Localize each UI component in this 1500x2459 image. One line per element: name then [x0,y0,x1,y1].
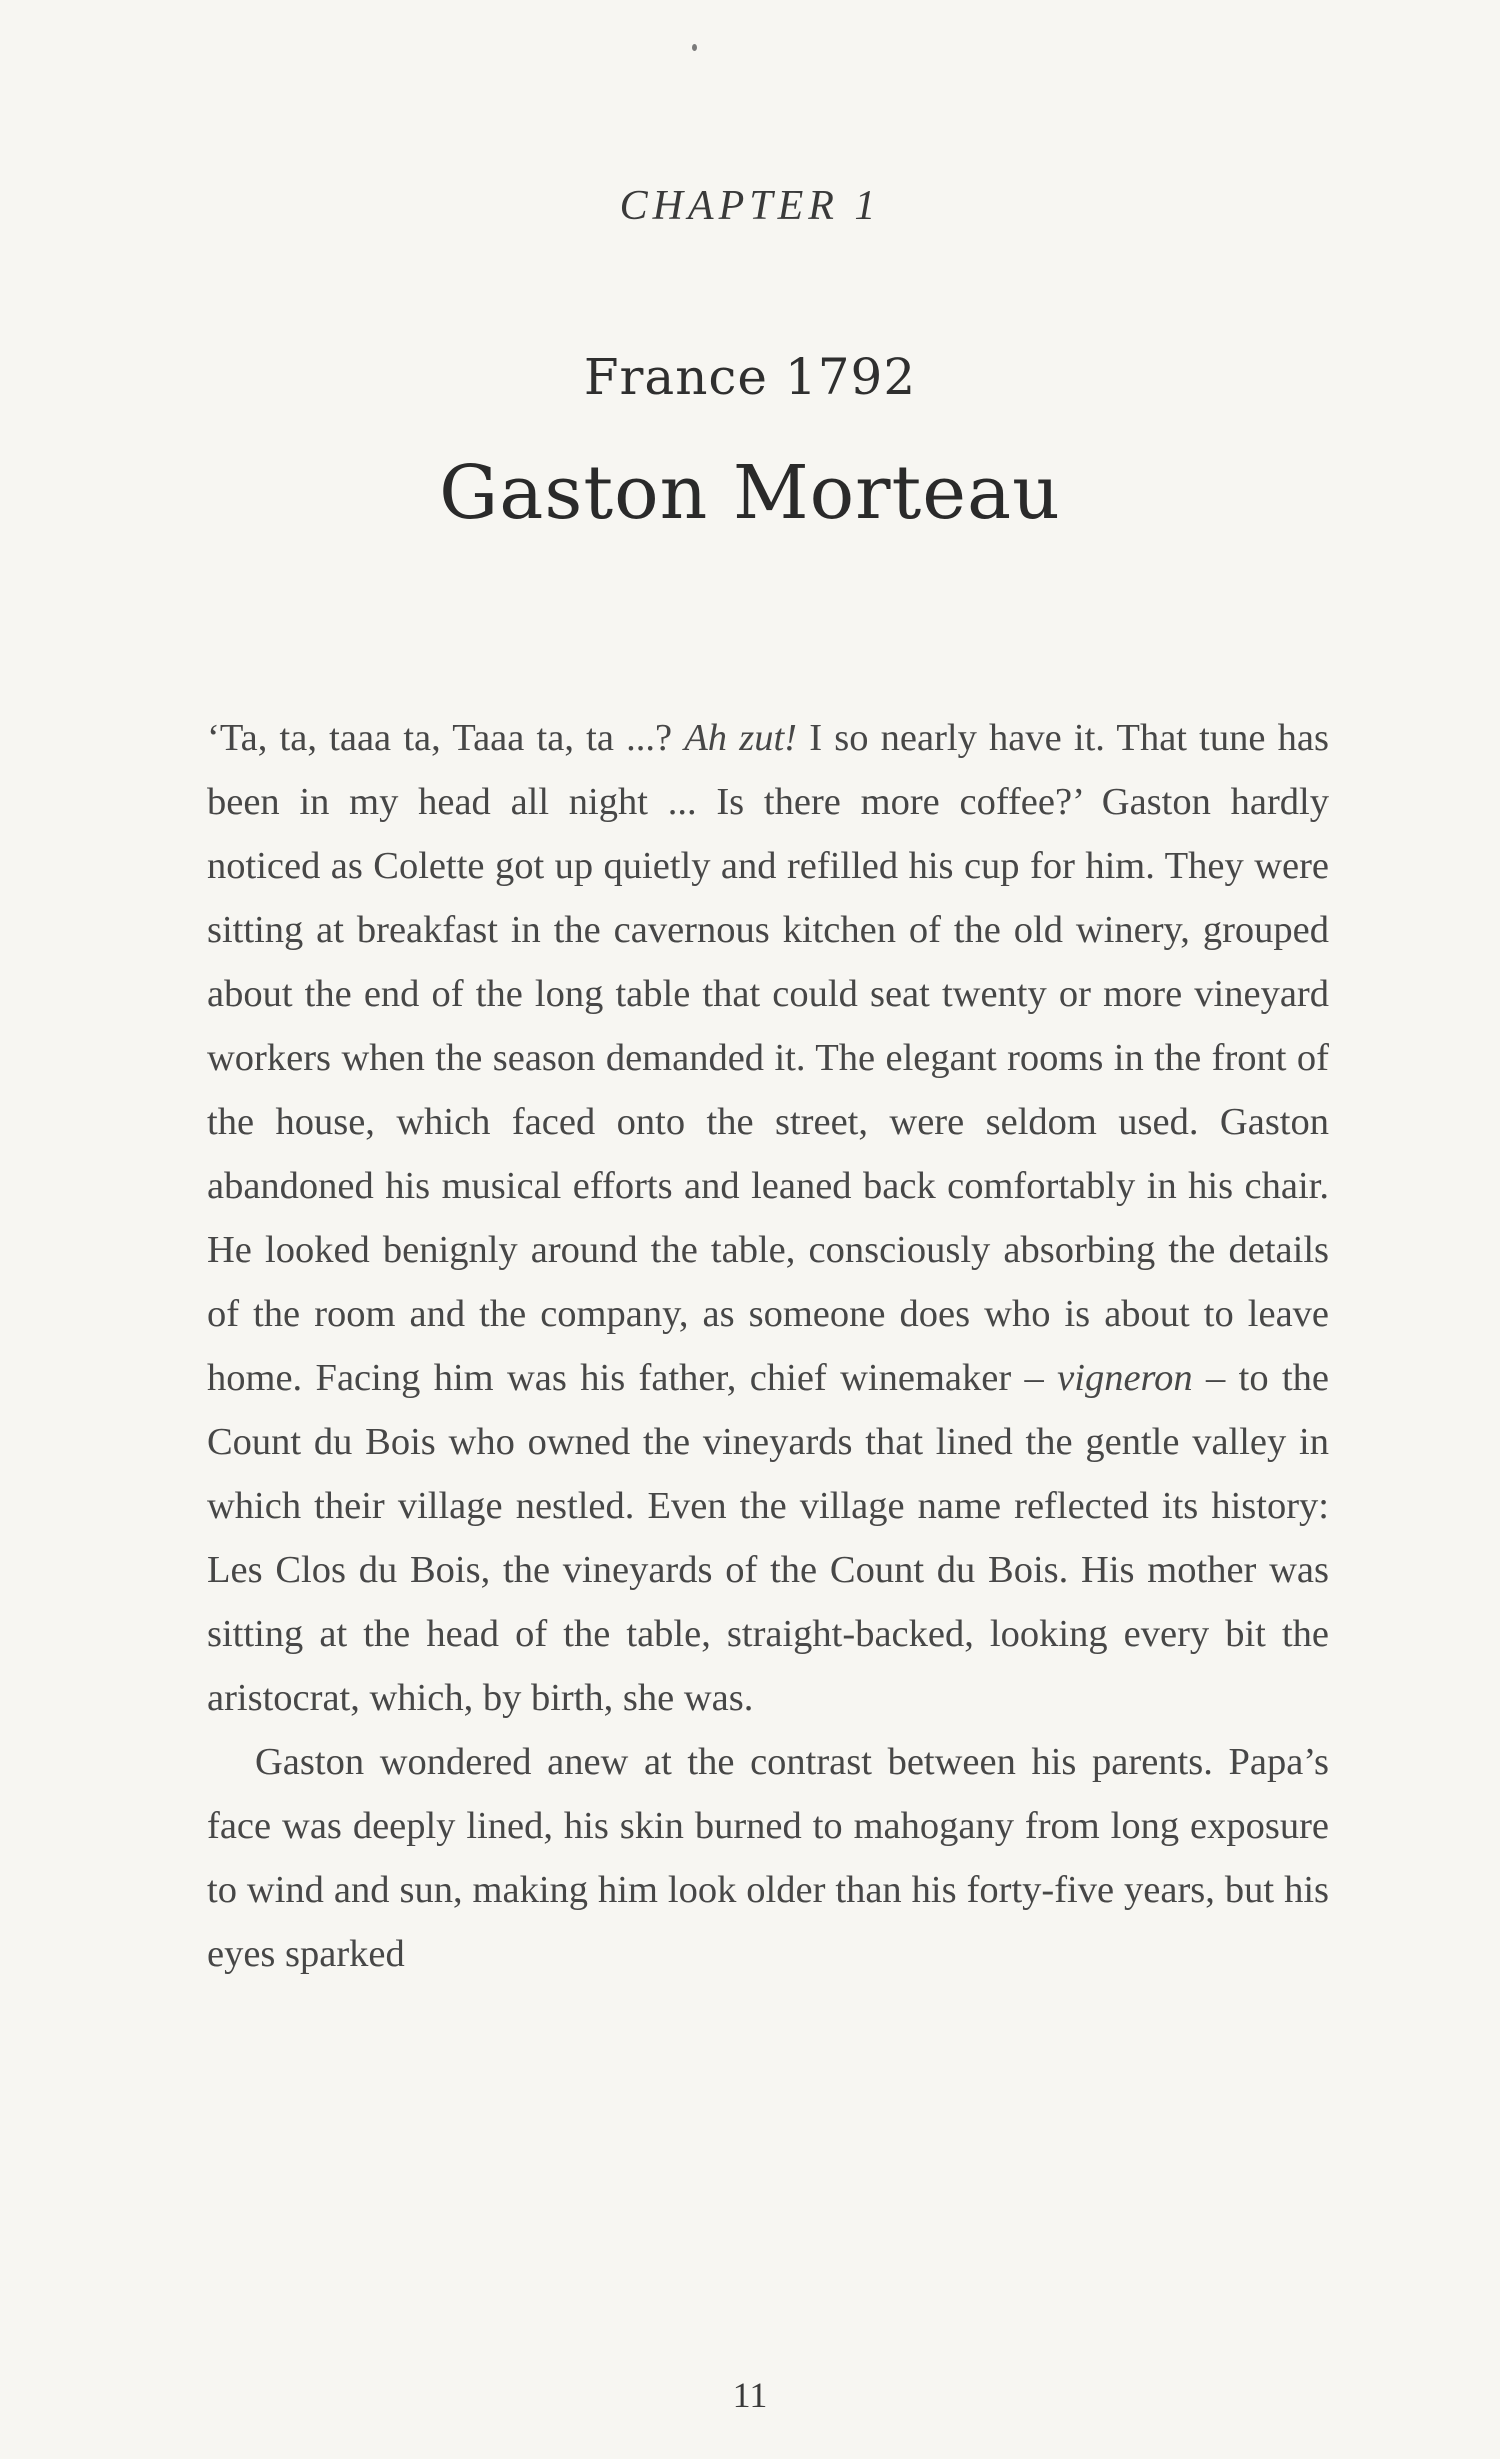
chapter-place-year: France 1792 [583,348,917,406]
paragraph-1-italic-term: vigneron [1057,1357,1193,1399]
chapter-label: CHAPTER 1 [619,183,881,229]
print-speck [692,44,697,51]
paragraph-1-italic-exclamation: Ah zut! [684,717,797,759]
paragraph-1 [207,706,1329,1730]
paragraph-1-tail: – to the Count du Bois who owned the vineyards that lined the gentle valley in which their village nestled. Even the village name reflected its history: Les Clos du Bois, the vineyards of the Count du Bois. His mother was sitting at the head of the table, straight-backed, looking every bit the aristocrat, which, by birth, she was. [207,1357,1329,1719]
page-number: 11 [732,2375,768,2415]
paragraph-1-lead: ‘Ta, ta, taaa ta, Taaa ta, ta ...? [207,717,685,759]
paragraph-2: Gaston wondered anew at the contrast between his parents. Papa’s face was deeply lined, his skin burned to mahogany from long exposure to wind and sun, making him look older than his forty-five years, but his eyes sparked [207,1741,1329,1975]
body-text [207,706,1329,1986]
paragraph-1-middle: I so nearly have it. That tune has been in my head all night ... Is there more coffee?’ Gaston hardly noticed as Colette got up quietly and refilled his cup for him. They were sitting at breakfast in the cavernous kitchen of the old winery, grouped about the end of the long table that could seat twenty or more vineyard workers when the season demanded it. The elegant rooms in the front of the house, which faced onto the street, were seldom used. Gaston abandoned his musical efforts and leaned back comfortably in his chair. He looked benignly around the table, consciously absorbing the details of the room and the company, as someone does who is about to leave home. Facing him was his father, chief winemaker – [207,717,1329,1399]
chapter-title: Gaston Morteau [439,450,1061,536]
